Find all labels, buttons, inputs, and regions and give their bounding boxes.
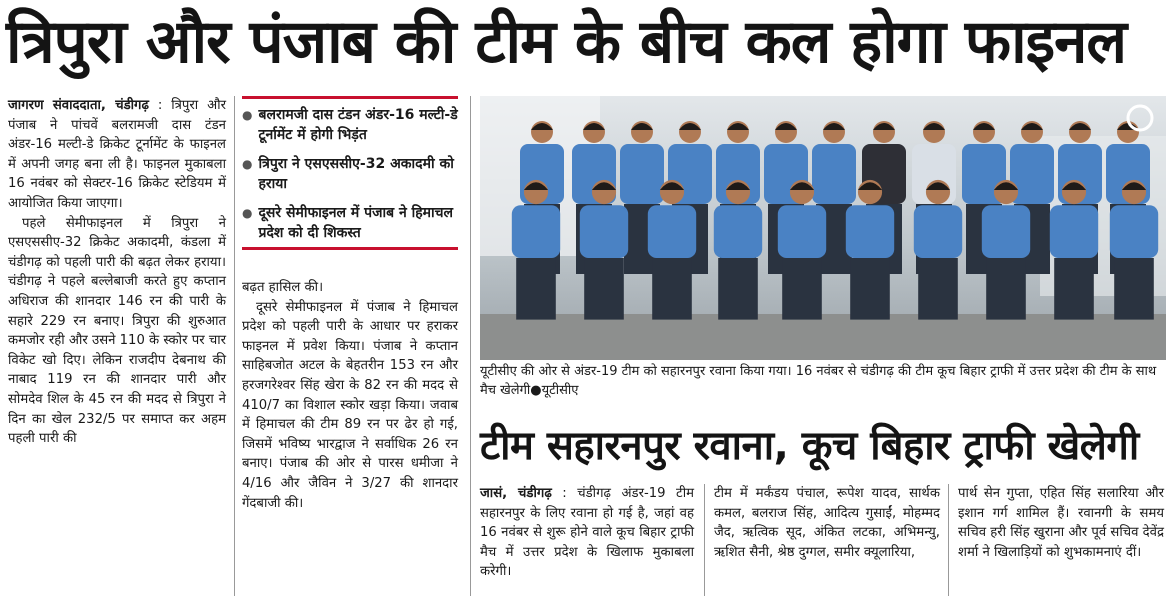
story2-headline: टीम सहारनपुर रवाना, कूच बिहार ट्राफी खेलेगी xyxy=(480,423,1139,469)
story1-column-1 xyxy=(8,96,226,449)
bullet-icon: ● xyxy=(242,108,253,122)
story2-column-3 xyxy=(958,484,1164,562)
story1-paragraph: जागरण संवाददाता, चंडीगढ़ : त्रिपुरा और पंजाब ने पांचवें बलरामजी दास टंडन अंडर-16 मल्टी-डे क्रिकेट टूर्नामेंट के फाइनल में अपनी जगह बना ली है। फाइनल मुकाबला 16 नवंबर को सेक्टर-16 क्रिकेट स्टेडियम में आयोजित किया जाएगा। xyxy=(8,98,226,211)
story1-byline: जागरण संवाददाता, चंडीगढ़ xyxy=(8,98,149,113)
column-divider xyxy=(704,484,705,596)
story2-byline: जासं, चंडीगढ़ xyxy=(480,486,552,501)
column-divider xyxy=(234,96,235,596)
story2-paragraph: पार्थ सेन गुप्ता, एहित सिंह सलारिया और इशान गर्ग शामिल हैं। रवानगी के समय सचिव हरी सिंह खुराना और पूर्व सचिव देवेंद्र शर्मा ने खिलाड़ियों को शुभकामनाएं दीं। xyxy=(958,486,1164,560)
highlight-item: ● दूसरे सेमीफाइनल में पंजाब ने हिमाचल प्रदेश को दी शिकस्त xyxy=(242,205,454,241)
team-photo xyxy=(480,96,1166,360)
story2-column-1 xyxy=(480,484,694,582)
bullet-icon: ● xyxy=(242,157,253,171)
bullet-icon: ● xyxy=(242,206,253,220)
column-divider xyxy=(948,484,949,596)
story2-paragraph: टीम में मर्कंडय पंचाल, रूपेश यादव, सार्थक कमल, बलराज सिंह, आदित्य गुसाईं, मोहम्मद जैद, ऋत्विक सूद, अंकित लटका, अभिमन्यु, ऋशित सैनी, श्रेष्ठ दुग्गल, समीर क्यूलारिया, xyxy=(714,486,940,560)
main-headline: त्रिपुरा और पंजाब की टीम के बीच कल होगा फाइनल xyxy=(6,7,1127,77)
story2-column-2 xyxy=(714,484,940,562)
story1-column-2 xyxy=(242,278,458,513)
highlight-item: ● बलरामजी दास टंडन अंडर-16 मल्टी-डे टूर्नामेंट में होगी भिड़ंत xyxy=(242,107,458,143)
story2-paragraph: जासं, चंडीगढ़ : चंडीगढ़ अंडर-19 टीम सहारनपुर के लिए रवाना हो गई है, जहां वह 16 नवंबर से शुरू होने वाले कूच बिहार ट्राफी मैच में उत्तर प्रदेश के खिलाफ मुकाबला करेगी। xyxy=(480,486,695,580)
story1-paragraph: दूसरे सेमीफाइनल में पंजाब ने हिमाचल प्रदेश को पहली पारी के आधार पर हराकर फाइनल में प्रवेश किया। पंजाब ने कप्तान साहिबजोत अटल के बेहतरीन 153 रन और हरजगरेश्वर सिंह खेरा के 82 रन की मदद से 410/7 का विशाल स्कोर खड़ा किया। जवाब में हिमाचल की टीम 89 रन पर ढेर हो गई, जिसमें भविष्य भारद्वाज ने सर्वाधिक 26 रन बनाए। पंजाब की ओर से पारस धमीजा ने 4/16 और जैविन ने 3/27 की शानदार गेंदबाजी की। xyxy=(242,299,458,511)
story1-paragraph: बढ़त हासिल की। xyxy=(242,280,324,295)
story1-paragraph: पहले सेमीफाइनल में त्रिपुरा ने एसएससीए-32 क्रिकेट अकादमी, कंडला में चंडीगढ़ को पहली पारी की बढ़त लेकर हराया। चंडीगढ़ ने पहले बल्लेबाजी करते हुए कप्तान अधिराज की शानदार 146 रन की पारी के सहारे 229 रन बनाए। त्रिपुरा की शुरुआत कमजोर रही और उसने 110 के स्कोर पर चार विकेट खो दिए। लेकिन राजदीप देबनाथ की नाबाद 119 रन की शानदार पारी और सोमदेव शिल के 45 रन की मदद से त्रिपुरा ने दिन का खेल 232/5 पर समाप्त कर अहम पहली पारी की xyxy=(8,215,226,447)
highlights-box xyxy=(242,96,458,250)
photo-credit: ●यूटीसीए xyxy=(530,383,579,398)
highlight-item: ● त्रिपुरा ने एसएससीए-32 अकादमी को हराया xyxy=(242,156,454,192)
photo-caption: यूटीसीए की ओर से अंडर-19 टीम को सहारनपुर रवाना किया गया। 16 नवंबर से चंडीगढ़ की टीम कूच बिहार ट्राफी में उत्तर प्रदेश की टीम के साथ मैच खेलेगी●यूटीसीए xyxy=(480,364,1157,398)
column-divider xyxy=(470,96,471,596)
